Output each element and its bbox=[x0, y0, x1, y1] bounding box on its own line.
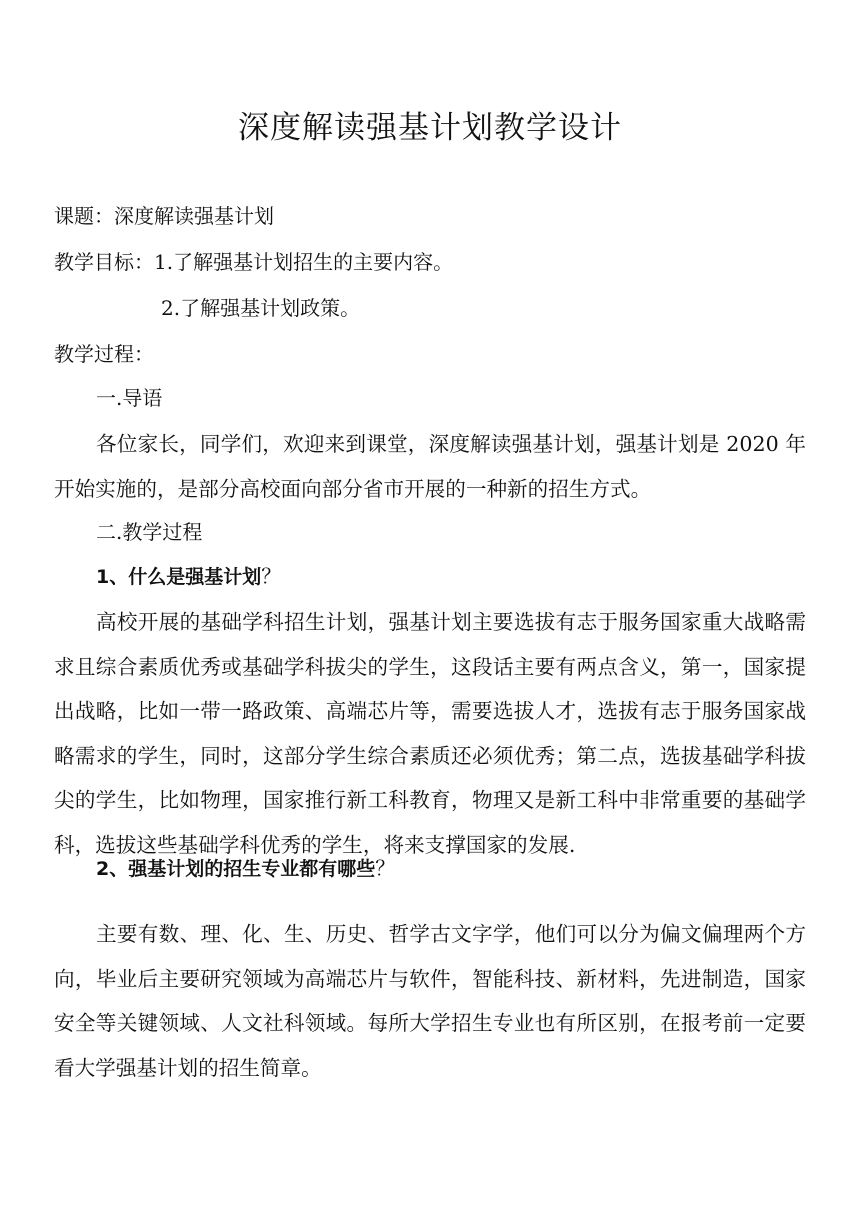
topic-line: 课题：深度解读强基计划 bbox=[54, 204, 274, 228]
question-one-text: 1、什么是强基计划 bbox=[96, 566, 262, 588]
process-label: 教学过程： bbox=[54, 342, 154, 366]
document-title: 深度解读强基计划教学设计 bbox=[238, 110, 622, 146]
section-one-heading: 一.导语 bbox=[96, 386, 163, 410]
objectives-line: 教学目标：1.了解强基计划招生的主要内容。 bbox=[54, 250, 454, 274]
question-one-paragraph: 高校开展的基础学科招生计划，强基计划主要选拔有志于服务国家重大战略需求且综合素质优秀或基础学科拔尖的学生，这段话主要有两点含义，第一，国家提出战略，比如一带一路政策、高端芯片等，需要选拔人才，选拔有志于服务国家战略需求的学生，同时，这部分学生综合素质还必须优秀；第二点，选拔基础学科拔尖的学生，比如物理，国家推行新工科教育，物理又是新工科中非常重要的基础学科，选拔这些基础学科优秀的学生，将来支撑国家的发展. bbox=[54, 610, 806, 857]
intro-paragraph: 各位家长，同学们，欢迎来到课堂，深度解读强基计划，强基计划是 2020 年开始实施的，是部分高校面向部分省市开展的一种新的招生方式。 bbox=[54, 432, 806, 501]
question-one-mark: ？ bbox=[261, 564, 282, 588]
objective-two: 2.了解强基计划政策。 bbox=[161, 296, 361, 320]
question-two-heading bbox=[96, 850, 806, 887]
question-two-text: 2、强基计划的招生专业都有哪些 bbox=[96, 858, 376, 880]
question-one-heading bbox=[96, 558, 806, 595]
question-two-paragraph: 主要有数、理、化、生、历史、哲学古文字学，他们可以分为偏文偏理两个方向，毕业后主要研究领域为高端芯片与软件，智能科技、新材料，先进制造，国家安全等关键领域、人文社科领域。每所大学招生专业也有所区别，在报考前一定要看大学强基计划的招生简章。 bbox=[54, 922, 806, 1080]
question-two-mark: ？ bbox=[375, 856, 396, 880]
section-two-heading: 二.教学过程 bbox=[96, 520, 203, 544]
